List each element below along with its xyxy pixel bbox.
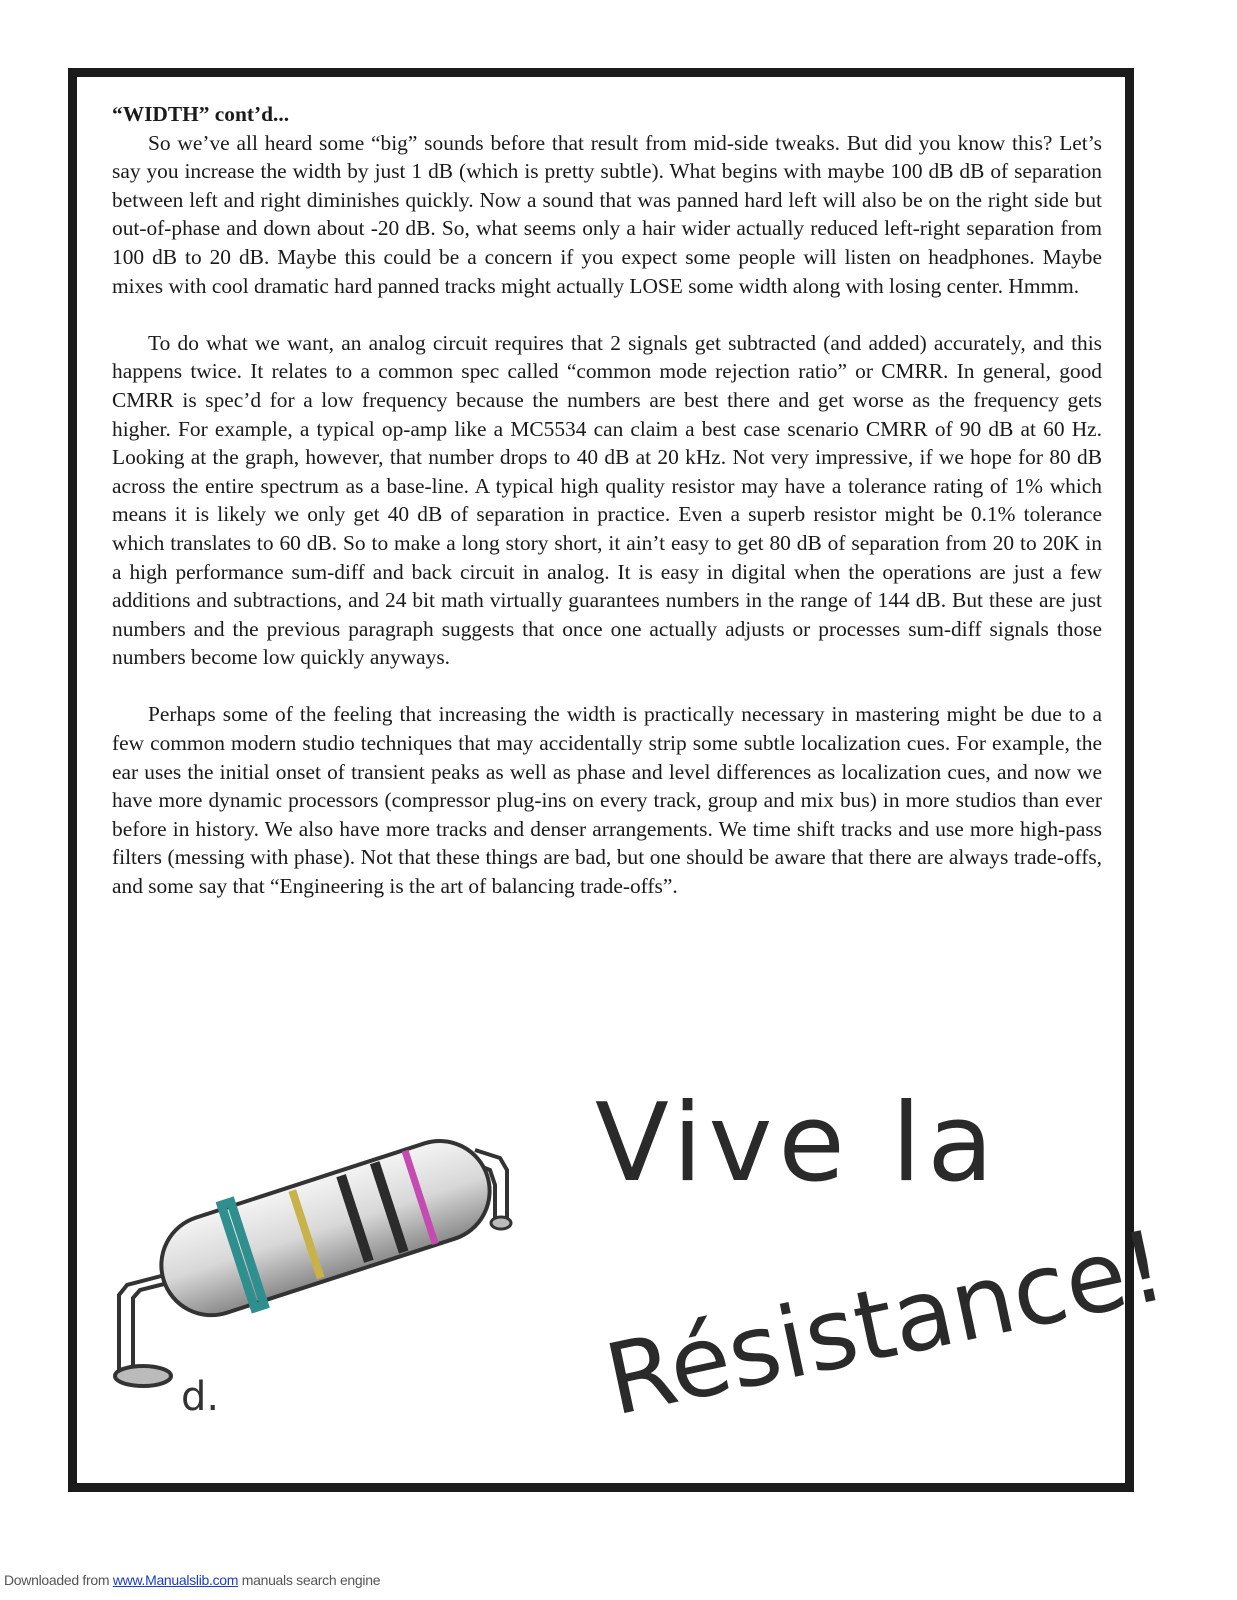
signature: d. <box>181 1374 220 1420</box>
paragraph-1: So we’ve all heard some “big” sounds before that result from mid-side tweaks. But did you know this? Let’s say you increase the width by just 1 dB (which is pretty subtle). What begins with maybe 100 dB dB of separation between left and right diminishes quickly. Now a sound that was panned hard left will also be on the right side but out-of-phase and down about -20 dB. So, what seems only a hair wider actually reduced left-right separation from 100 dB to 20 dB. Maybe this could be a concern if you expect some people will listen on headphones. Maybe mixes with cool dramatic hard panned tracks might actually LOSE some width along with losing center. Hmmm. <box>112 130 1102 298</box>
resistor-body <box>148 1128 502 1328</box>
resistor-illustration <box>105 1040 1175 1460</box>
footer-suffix: manuals search engine <box>238 1572 381 1588</box>
resistor-lead-right-foot <box>491 1217 511 1229</box>
section-heading: “WIDTH” cont’d... <box>112 102 290 126</box>
resistor-lead-left-foot <box>115 1366 171 1386</box>
download-footer <box>4 1572 380 1588</box>
footer-prefix: Downloaded from <box>4 1572 113 1588</box>
manualslib-link[interactable]: www.Manualslib.com <box>112 1572 239 1588</box>
handwriting-vive-la: Vive la <box>595 1081 1000 1206</box>
article-body <box>112 100 1102 901</box>
handwriting-resistance: Résistance! <box>596 1208 1175 1439</box>
paragraph-2: To do what we want, an analog circuit requires that 2 signals get subtracted (and added) accurately, and this happens twice. It relates to a common spec called “common mode rejection ratio” or CMRR. In general, good CMRR is spec’d for a low frequency because the numbers are best there and get worse as the frequency gets higher. For example, a typical op-amp like a MC5534 can claim a best case scenario CMRR of 90 dB at 60 Hz. Looking at the graph, however, that number drops to 40 dB at 20 kHz. Not very impressive, if we hope for 80 dB across the entire spectrum as a base-line. A typical high quality resistor may have a tolerance rating of 1% which means it is likely we only get 40 dB of separation in practice. Even a superb resistor might be 0.1% tolerance which translates to 60 dB. So to make a long story short, it ain’t easy to get 80 dB of separation from 20 to 20K in a high performance sum-diff and back circuit in analog. It is easy in digital when the operations are just a few additions and subtractions, and 24 bit math virtually guarantees numbers in the range of 144 dB. But these are just numbers and the previous paragraph suggests that once one actually adjusts or processes sum-diff signals those numbers become low quickly anyways. <box>112 330 1102 670</box>
paragraph-3: Perhaps some of the feeling that increasing the width is practically necessary in mastering might be due to a few common modern studio techniques that may accidentally strip some subtle localization cues. For example, the ear uses the initial onset of transient peaks as well as phase and level differences as localization cues, and now we have more dynamic processors (compressor plug-ins on every track, group and mix bus) in more studios than ever before in history. We also have more tracks and denser arrangements. We time shift tracks and use more high-pass filters (messing with phase). Not that these things are bad, but one should be aware that there are always trade-offs, and some say that “Engineering is the art of balancing trade-offs”. <box>112 702 1102 899</box>
